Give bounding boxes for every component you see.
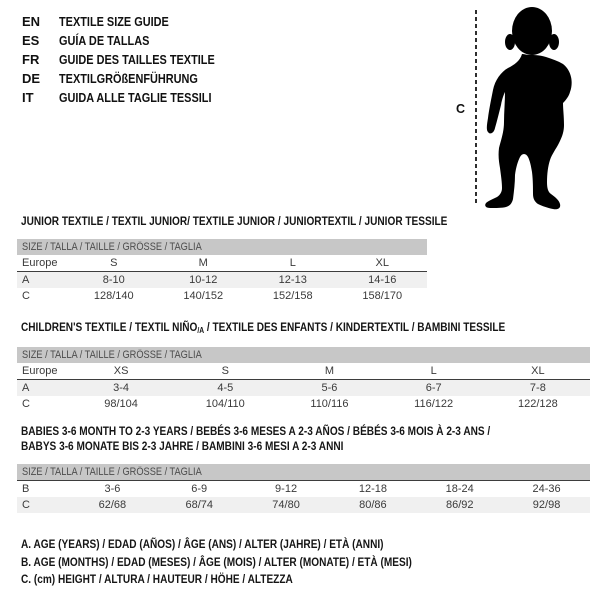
babies-size-table <box>17 464 590 513</box>
toddler-silhouette-icon <box>484 4 596 212</box>
table-row <box>17 363 590 380</box>
size-cell: 6-9 <box>191 483 208 495</box>
footnote-b: B. AGE (MONTHS) / EDAD (MESES) / ÂGE (MOIS) / ALTER (MONATE) / ETÀ (MESI) <box>21 554 412 569</box>
row-label: C <box>22 398 30 410</box>
size-cell: L <box>248 255 338 272</box>
language-label: GUIDE DES TAILLES TEXTILE <box>59 52 215 67</box>
size-header-label: SIZE / TALLA / TAILLE / GRÖSSE / TAGLIA <box>22 241 202 253</box>
language-label: GUÍA DE TALLAS <box>59 33 150 48</box>
footnote-a: A. AGE (YEARS) / EDAD (AÑOS) / ÂGE (ANS) / ALTER (JAHRE) / ETÀ (ANNI) <box>21 537 384 551</box>
size-cell: 10-12 <box>159 272 249 289</box>
table-row <box>17 255 427 272</box>
babies-table-title: BABIES 3-6 MONTH TO 2-3 YEARS / BEBÉS 3-6 MESES A 2-3 AÑOS / BÉBÉS 3-6 MOIS À 2-3 ANS / BABYS 3-6 MONATE BIS 2-3 JAHRE / BAMBINI 3-6 MESI A 2-3 ANNI <box>21 424 491 453</box>
size-cell: 7-8 <box>486 380 590 397</box>
size-cell: 152/158 <box>272 290 313 302</box>
children-size-table <box>17 347 590 412</box>
size-cell: S <box>173 363 277 380</box>
size-cell: 116/122 <box>414 398 454 410</box>
row-label: B <box>22 483 30 495</box>
row-label: A <box>17 272 69 289</box>
language-label: TEXTILE SIZE GUIDE <box>59 14 169 29</box>
table-row <box>17 288 427 304</box>
size-cell: 62/68 <box>69 497 156 513</box>
height-measure-label: C <box>456 102 466 116</box>
size-cell: 140/152 <box>183 290 224 302</box>
table-row <box>17 272 427 289</box>
language-list <box>22 12 244 107</box>
size-cell: 122/128 <box>517 398 558 410</box>
size-header-label: SIZE / TALLA / TAILLE / GRÖSSE / TAGLIA <box>22 349 202 361</box>
size-cell: XS <box>69 363 173 380</box>
size-header-bar <box>17 347 590 363</box>
size-cell: 5-6 <box>277 380 381 397</box>
size-cell: 86/92 <box>416 497 503 513</box>
row-label: A <box>17 380 69 397</box>
language-row <box>22 12 244 31</box>
language-label: TEXTILGRÖßENFÜHRUNG <box>59 71 198 86</box>
size-cell: 12-18 <box>358 483 387 495</box>
size-cell: 12-13 <box>248 272 338 289</box>
size-cell: S <box>69 255 159 272</box>
size-cell: 92/98 <box>503 497 590 513</box>
size-cell: 4-5 <box>173 380 277 397</box>
size-header-bar <box>17 239 427 255</box>
size-cell: M <box>159 255 249 272</box>
size-cell: M <box>277 363 381 380</box>
size-cell: 98/104 <box>104 398 138 410</box>
size-cell: 3-4 <box>69 380 173 397</box>
language-row <box>22 88 244 107</box>
size-cell: 9-12 <box>275 483 298 495</box>
language-code: EN <box>22 14 41 29</box>
row-label: Europe <box>17 363 69 380</box>
size-cell: XL <box>486 363 590 380</box>
language-code: ES <box>22 33 40 48</box>
size-cell: 6-7 <box>382 380 486 397</box>
size-cell: 68/74 <box>156 497 243 513</box>
row-label: Europe <box>17 255 69 272</box>
size-cell: 14-16 <box>338 272 428 289</box>
language-row <box>22 31 244 50</box>
children-table-title: CHILDREN'S TEXTILE / TEXTIL $NIÑO_{/A}$ / TEXTILE DES ENFANTS / KINDERTEXTIL / BAMBINI TESSILE <box>21 320 506 335</box>
height-measure-line <box>475 10 477 206</box>
language-label: GUIDA ALLE TAGLIE TESSILI <box>59 90 212 105</box>
title-subscript: /A <box>197 326 205 335</box>
row-label: C <box>22 290 30 302</box>
footnote-c: C. (cm) HEIGHT / ALTURA / HAUTEUR / HÖHE / ALTEZZA <box>21 572 293 586</box>
size-cell: 3-6 <box>104 483 121 495</box>
table-row <box>17 396 590 412</box>
size-header-label: SIZE / TALLA / TAILLE / GRÖSSE / TAGLIA <box>22 466 202 478</box>
size-cell: 74/80 <box>243 497 330 513</box>
size-cell: L <box>382 363 486 380</box>
size-cell: 8-10 <box>69 272 159 289</box>
language-code: FR <box>22 52 40 67</box>
table-row <box>17 380 590 397</box>
footnotes <box>21 536 486 589</box>
size-cell: 80/86 <box>329 497 416 513</box>
language-code: DE <box>22 71 41 86</box>
size-cell: 24-36 <box>532 483 561 495</box>
table-row <box>17 481 590 498</box>
size-cell: 128/140 <box>93 290 134 302</box>
size-cell: 110/116 <box>310 398 349 410</box>
junior-size-table <box>17 239 427 304</box>
size-cell: 158/170 <box>362 290 403 302</box>
language-row <box>22 50 244 69</box>
size-header-bar <box>17 464 590 481</box>
language-row <box>22 69 244 88</box>
junior-table-title: JUNIOR TEXTILE / TEXTIL JUNIOR/ TEXTILE JUNIOR / JUNIORTEXTIL / JUNIOR TESSILE <box>21 214 448 228</box>
size-cell: XL <box>338 255 428 272</box>
row-label: C <box>17 497 69 513</box>
size-cell: 18-24 <box>445 483 474 495</box>
table-row <box>17 497 590 513</box>
size-cell: 104/110 <box>205 398 245 410</box>
language-code: IT <box>22 90 34 105</box>
